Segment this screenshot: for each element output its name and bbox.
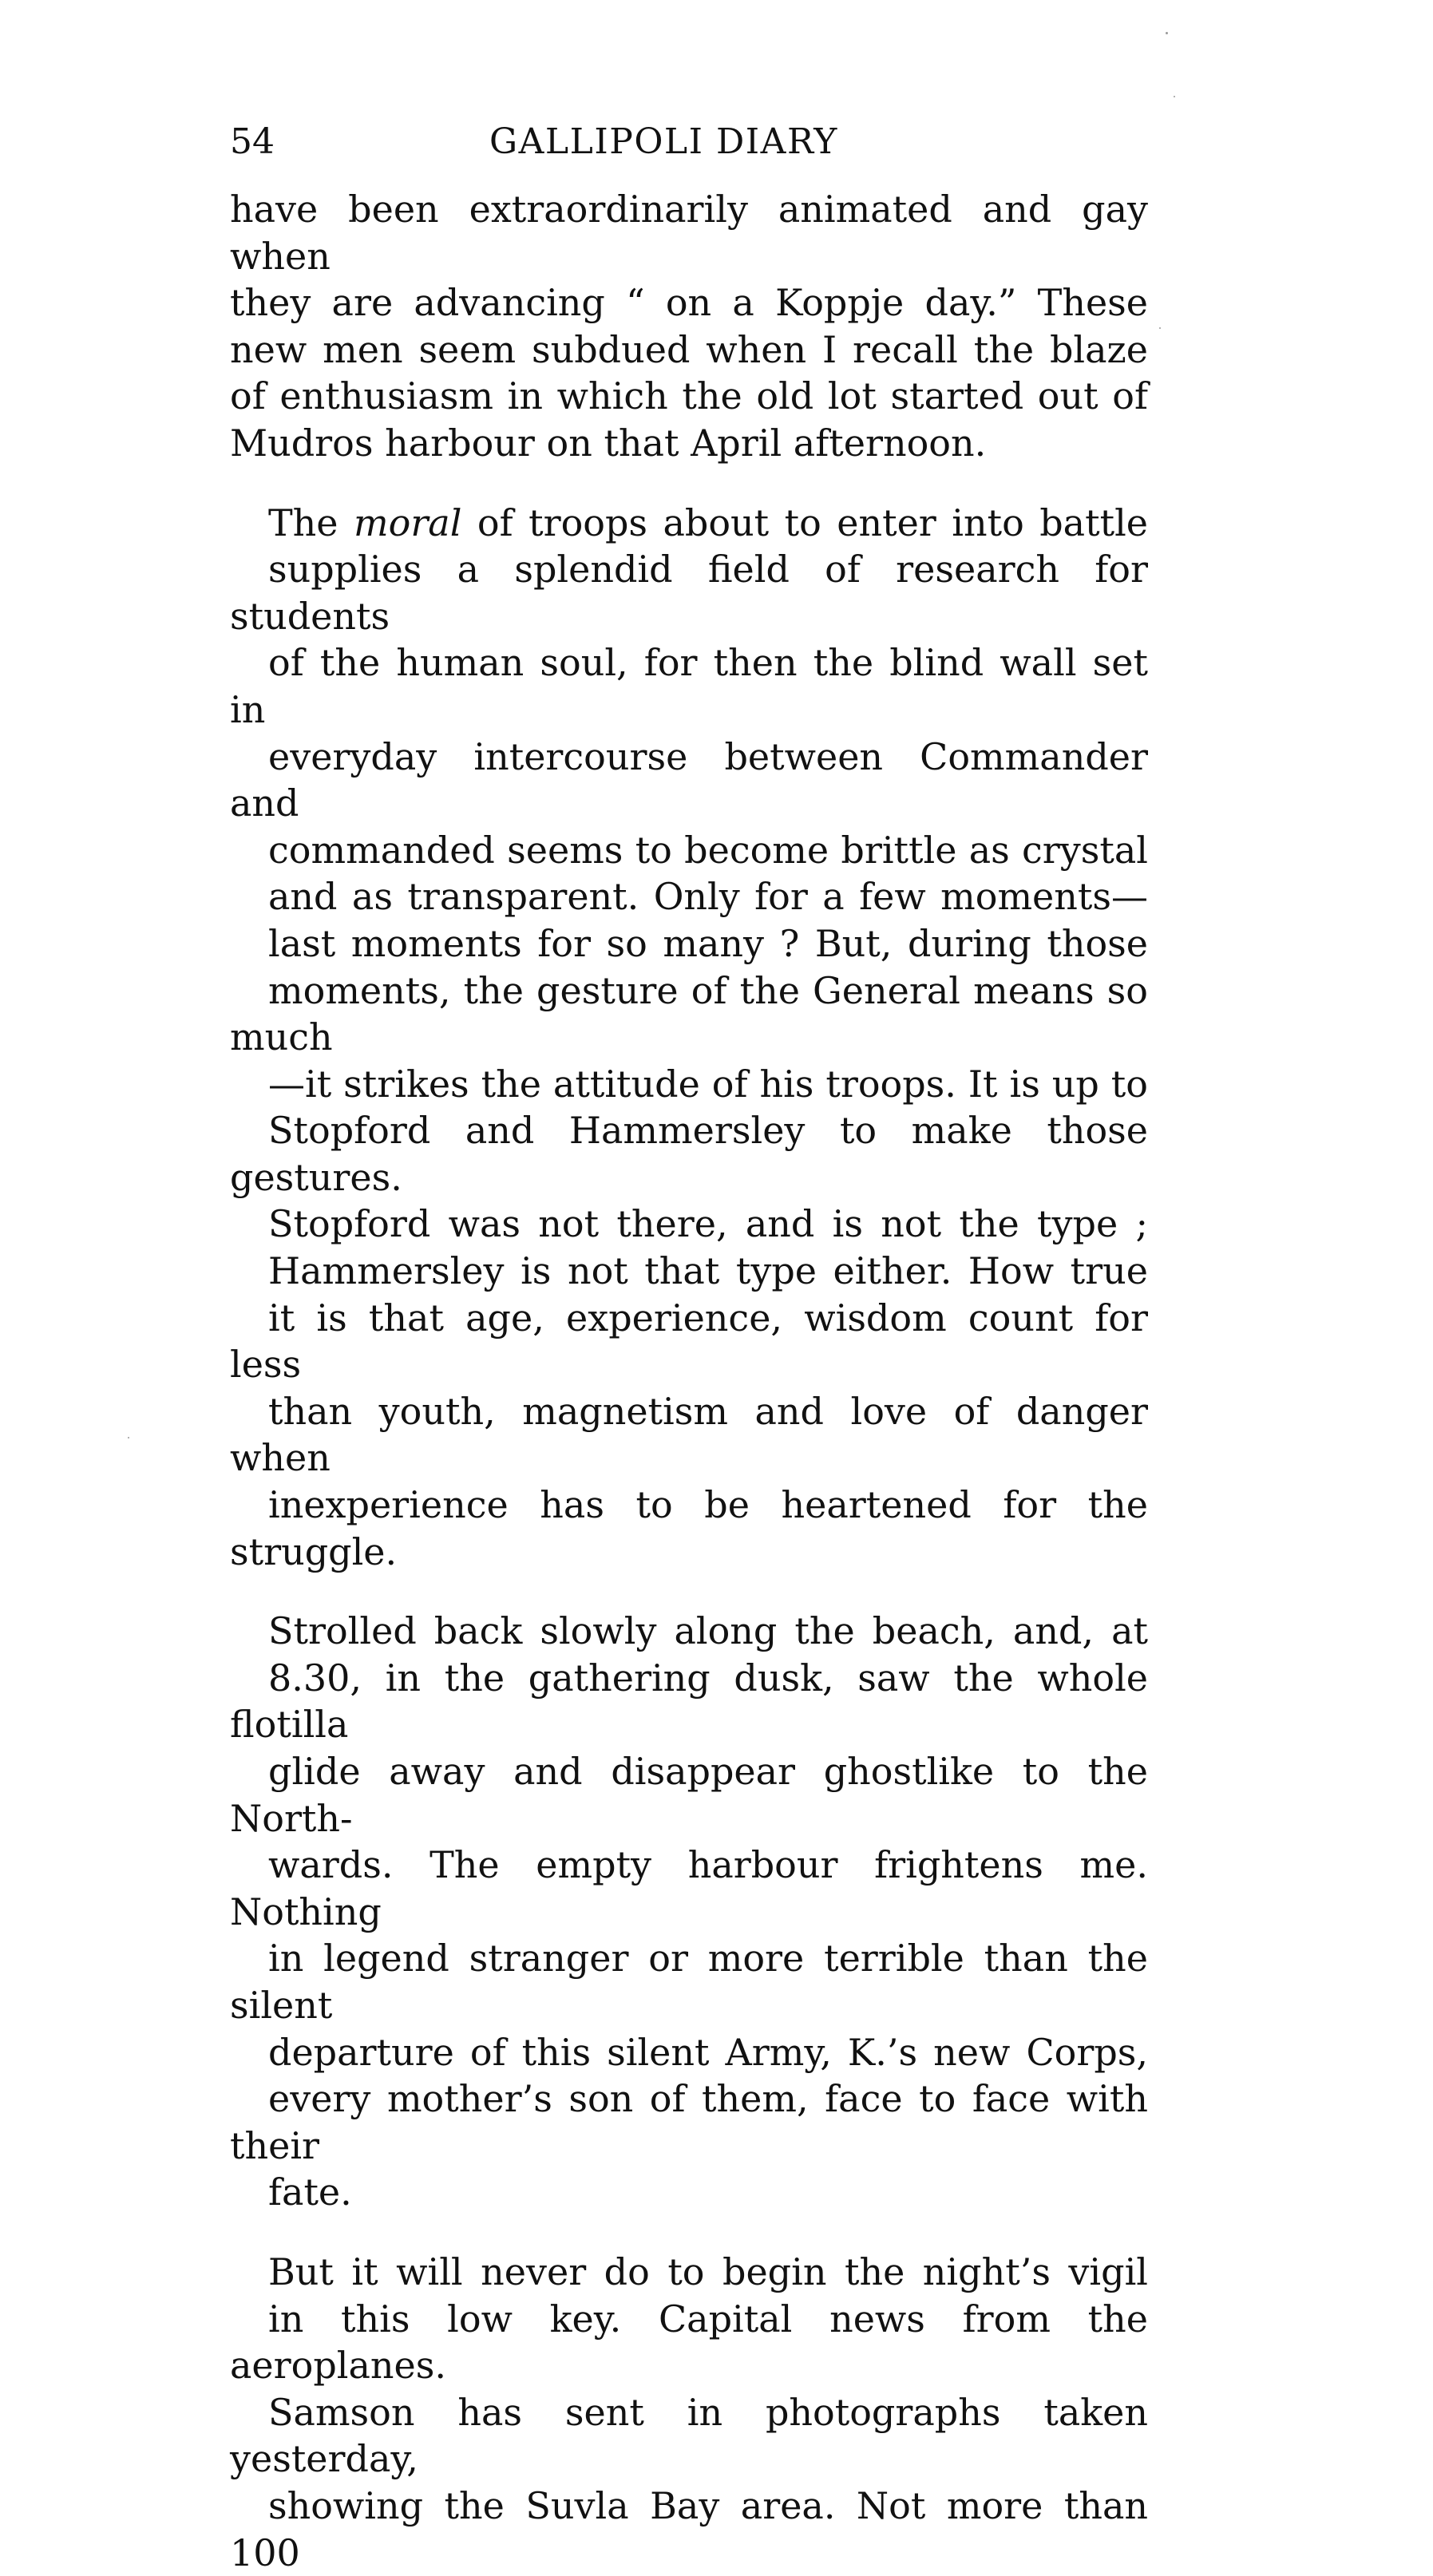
running-title: GALLIPOLI DIARY — [489, 121, 838, 162]
text-line — [230, 500, 1148, 547]
scan-speck — [128, 1437, 129, 1438]
text-line: supplies a splendid field of research for students — [230, 548, 1148, 638]
scan-speck — [1174, 96, 1175, 97]
text-line: have been extraordinarily animated and gay when — [230, 188, 1148, 278]
text-line: and as transparent. Only for a few moments— — [268, 875, 1148, 919]
text-line: Stopford and Hammersley to make those gestures. — [230, 1109, 1148, 1199]
text-line: showing the Suvla Bay area. Not more than 100 — [230, 2483, 1148, 2574]
paragraph-2 — [230, 500, 1148, 1576]
text-line: every mother’s son of them, face to face with their — [230, 2077, 1148, 2167]
text-line: in legend stranger or more terrible than the silent — [230, 1937, 1148, 2027]
paragraph-4 — [230, 2249, 1148, 2576]
text-line: everyday intercourse between Commander and — [230, 734, 1148, 825]
page-number: 54 — [230, 121, 275, 162]
text-line: —it strikes the attitude of his troops. It is up to — [268, 1062, 1148, 1106]
text-line: moments, the gesture of the General means so much — [230, 968, 1148, 1059]
body-text — [230, 186, 1148, 2576]
text-line: Stopford was not there, and is not the type ; — [268, 1202, 1148, 1246]
scan-speck — [1159, 327, 1161, 329]
text-line: it is that age, experience, wisdom count for less — [230, 1296, 1148, 1387]
text-line: Mudros harbour on that April afternoon. — [230, 421, 987, 465]
text-line: wards. The empty harbour frightens me. Nothing — [230, 1843, 1148, 1933]
text-line: inexperience has to be heartened for the struggle. — [230, 1483, 1148, 1573]
paragraph-1 — [230, 186, 1148, 467]
text-line: Samson has sent in photographs taken yesterday, — [230, 2390, 1148, 2481]
text-line: commanded seems to become brittle as crystal — [268, 828, 1148, 872]
text-line: Hammersley is not that type either. How true — [268, 1249, 1148, 1293]
text-line: glide away and disappear ghostlike to the North- — [230, 1750, 1148, 1840]
paragraph-3 — [230, 1608, 1148, 2216]
text-line: than youth, magnetism and love of danger when — [230, 1389, 1148, 1480]
text-fragment: The — [268, 501, 354, 544]
page-header — [230, 118, 1148, 166]
italic-word: moral — [354, 501, 462, 544]
text-line: fate. — [268, 2170, 352, 2214]
text-line: of the human soul, for then the blind wall set in — [230, 641, 1148, 731]
text-line: 8.30, in the gathering dusk, saw the whole flotilla — [230, 1656, 1148, 1747]
text-line: Strolled back slowly along the beach, and, at — [268, 1609, 1148, 1653]
text-line: But it will never do to begin the night’s vigil — [268, 2250, 1148, 2293]
text-fragment: of troops about to enter into battle — [461, 501, 1149, 544]
text-line: last moments for so many ? But, during those — [268, 921, 1148, 965]
text-line: of enthusiasm in which the old lot started out of — [230, 374, 1148, 418]
text-line: new men seem subdued when I recall the blaze — [230, 327, 1148, 371]
text-line: departure of this silent Army, K.’s new Corps, — [268, 2030, 1148, 2074]
scan-speck — [1166, 32, 1168, 34]
text-line: in this low key. Capital news from the aeroplanes. — [230, 2297, 1148, 2388]
text-line: they are advancing “ on a Koppje day.” These — [230, 281, 1148, 325]
